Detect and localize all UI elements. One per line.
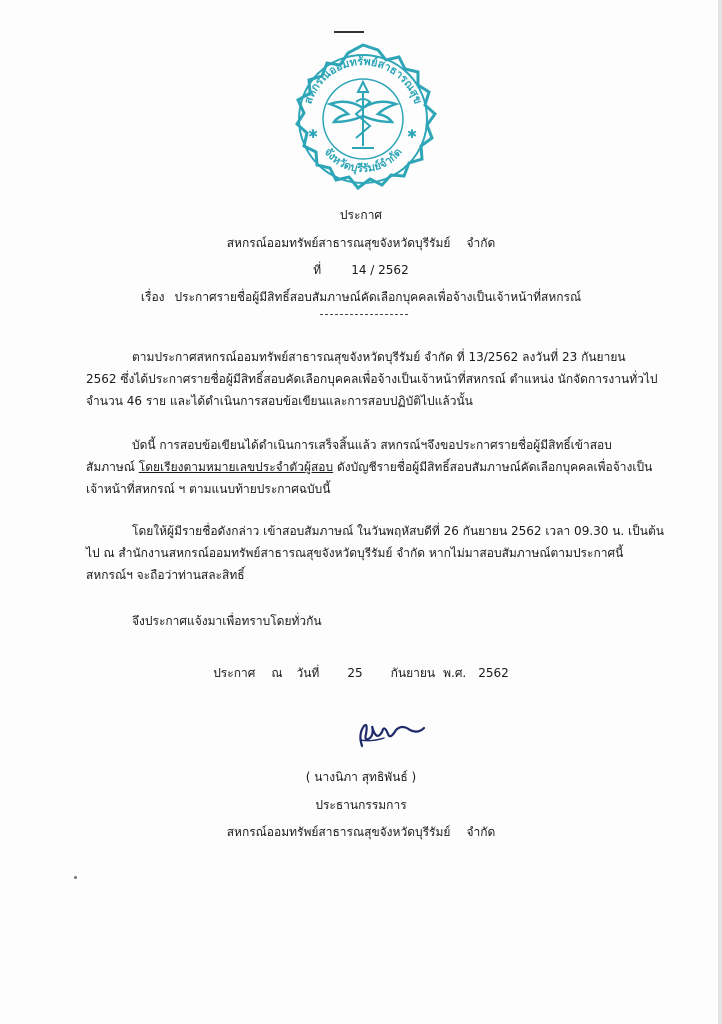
paragraph-2-line: บัดนี้ การสอบข้อเขียนได้ดำเนินการเสร็จสิ้นแล้ว สหกรณ์ฯจึงขอประกาศรายชื่อผู้มีสิทธิ์เข้าสอบ: [132, 438, 612, 452]
paragraph-2-suffix: ดังบัญชีรายชื่อผู้มีสิทธิ์สอบสัมภาษณ์คัดเลือกบุคคลเพื่อจ้างเป็น: [333, 460, 653, 474]
cooperative-seal: [286, 42, 440, 196]
subject-label: เรื่อง: [140, 290, 165, 304]
scan-edge: [718, 0, 722, 1024]
organization-name: สหกรณ์ออมทรัพย์สาธารณสุขจังหวัดบุรีรัมย์: [226, 236, 451, 250]
signer-name: ( นางนิภา สุทธิพันธ์ ): [305, 770, 417, 784]
paragraph-3-line: ไป ณ สำนักงานสหกรณ์ออมทรัพย์สาธารณสุขจังหวัดบุรีรัมย์ จำกัด หากไม่มาสอบสัมภาษณ์ตามประกาศนี้: [86, 546, 624, 560]
scan-speck: [74, 876, 77, 879]
organization-suffix: จำกัด: [466, 236, 496, 250]
date-day: 25: [347, 666, 363, 680]
top-mark: [334, 31, 364, 33]
paragraph-3-line: โดยให้ผู้มีรายชื่อดังกล่าว เข้าสอบสัมภาษณ์ ในวันพฤหัสบดีที่ 26 กันยายน 2562 เวลา 09.30 น. เป็นต้น: [132, 524, 664, 538]
paragraph-3-line: สหกรณ์ฯ จะถือว่าท่านสละสิทธิ์: [86, 568, 245, 582]
paragraph-2-line: เจ้าหน้าที่สหกรณ์ ฯ ตามแนบท้ายประกาศฉบับนี้: [86, 482, 331, 496]
date-at: ณ: [271, 666, 283, 680]
seal-star-left: ✱: [308, 127, 319, 141]
paragraph-3: [86, 520, 664, 586]
signature-image: [350, 712, 430, 752]
closing-line: จึงประกาศแจ้งมาเพื่อทราบโดยทั่วกัน: [132, 614, 322, 628]
date-label: ประกาศ: [213, 666, 256, 680]
date-era: พ.ศ.: [443, 666, 467, 680]
date-month: กันยายน: [390, 666, 436, 680]
paragraph-2-line: [86, 456, 653, 478]
number-value: 14 / 2562: [351, 263, 409, 277]
announcement-number: [0, 261, 722, 280]
divider-dashes: [320, 314, 408, 315]
signer-organization-name: สหกรณ์ออมทรัพย์สาธารณสุขจังหวัดบุรีรัมย์: [226, 825, 451, 839]
underlined-phrase: โดยเรียงตามหมายเลขประจำตัวผู้สอบ: [138, 460, 334, 474]
paragraph-1-line: จำนวน 46 ราย และได้ดำเนินการสอบข้อเขียนและการสอบปฏิบัติไปแล้วนั้น: [86, 394, 473, 408]
seal-text-bottom: จังหวัดบุรีรัมย์จำกัด: [321, 145, 405, 176]
signer-position: ประธานกรรมการ: [315, 798, 407, 812]
date-line: [0, 664, 722, 683]
seal-text-top: สหกรณ์ออมทรัพย์สาธารณสุข: [301, 54, 425, 106]
announcement-title: ประกาศ: [339, 208, 383, 222]
number-label: ที่: [313, 263, 322, 277]
paragraph-1: [86, 346, 658, 412]
signer-organization-suffix: จำกัด: [466, 825, 496, 839]
paragraph-2-prefix: สัมภาษณ์: [86, 460, 139, 474]
paragraph-2: [86, 434, 653, 500]
seal-star-right: ✱: [407, 127, 418, 141]
paragraph-1-line: ตามประกาศสหกรณ์ออมทรัพย์สาธารณสุขจังหวัดบุรีรัมย์ จำกัด ที่ 13/2562 ลงวันที่ 23 กันยายน: [132, 350, 626, 364]
header-organization: [0, 234, 722, 253]
paragraph-1-line: 2562 ซึ่งได้ประกาศรายชื่อผู้มีสิทธิ์สอบคัดเลือกบุคคลเพื่อจ้างเป็นเจ้าหน้าที่สหกรณ์ ตำแหน่ง นักจัดการงานทั่วไป: [86, 372, 658, 386]
subject-text: ประกาศรายชื่อผู้มีสิทธิ์สอบสัมภาษณ์คัดเลือกบุคคลเพื่อจ้างเป็นเจ้าหน้าที่สหกรณ์: [174, 290, 582, 304]
signer-organization: [0, 823, 722, 842]
date-year: 2562: [478, 666, 509, 680]
svg-text:จังหวัดบุรีรัมย์จำกัด: [321, 145, 404, 175]
announcement-subject: [0, 288, 722, 307]
closing: [86, 610, 646, 632]
date-day-label: วันที่: [296, 666, 320, 680]
